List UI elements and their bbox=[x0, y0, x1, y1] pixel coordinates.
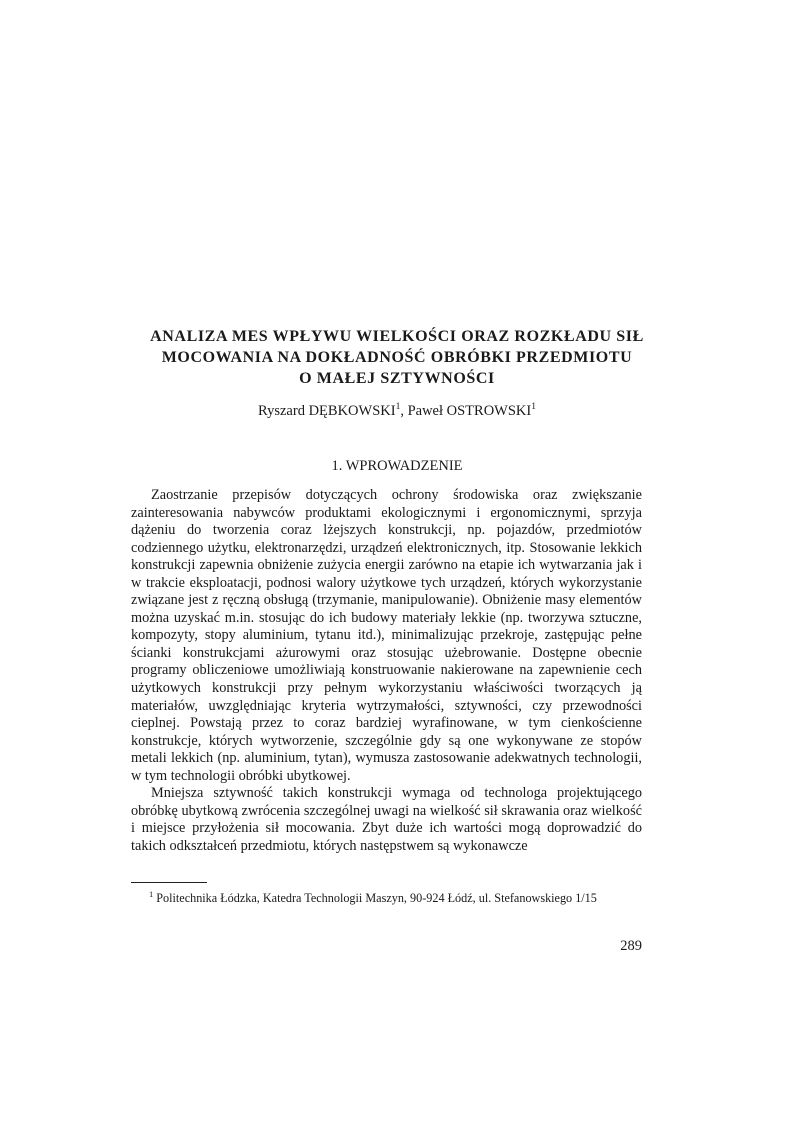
affiliation-mark: 1 bbox=[395, 402, 401, 412]
author-separator: , bbox=[400, 403, 408, 419]
paragraph: Zaostrzanie przepisów dotyczących ochrony środowiska oraz zwiększanie zainteresowania nabywców produktami ekologicznymi i ergonomicznymi, sprzyja dążeniu do tworzenia coraz lżejszych konstrukcji, np. pojazdów, przedmiotów codziennego użytku, elektronarzędzi, urządzeń elektronicznych, itp. Stosowanie lekkich konstrukcji zapewnia obniżenie zużycia energii zarówno na etapie ich wytwarzania jak i w trakcie eksploatacji, podnosi walory użytkowe tych urządzeń, których wykorzystanie związane jest z ręczną obsługą (trzymanie, manipulowanie). Obniżenie masy elementów można uzyskać m.in. stosując do ich budowy materiały lekkie (np. tworzywa sztuczne, kompozyty, stopy aluminium, tytanu itd.), minimalizując przekroje, zastępując pełne ścianki konstrukcjami ażurowymi oraz stosując użebrowanie. Dostępne obecnie programy obliczeniowe umożliwiają konstruowanie nakierowane na zapewnienie cech użytkowych konstrukcji przy pełnym wykorzystaniu właściwości tworzących ją materiałów, uwzględniając kryteria wytrzymałości, sztywności, czy przewodności cieplnej. Powstają przez to coraz bardziej wyrafinowane, w tym cienkościenne konstrukcje, których wytworzenie, szczególnie gdy są one wykonywane ze stopów metali lekkich (np. aluminium, tytan), wymusza zastosowanie adekwatnych technologii, w tym technologii obróbki ubytkowej. bbox=[131, 487, 642, 784]
footnote bbox=[149, 890, 649, 906]
page-number: 289 bbox=[620, 938, 642, 954]
body-text bbox=[131, 487, 642, 855]
author-name: Ryszard DĘBKOWSKI bbox=[258, 403, 396, 419]
title-line-1: ANALIZA MES WPŁYWU WIELKOŚCI ORAZ ROZKŁADU SIŁ bbox=[150, 328, 644, 345]
paper-title bbox=[120, 326, 674, 389]
footnote-divider bbox=[131, 882, 207, 883]
title-line-3: O MAŁEJ SZTYWNOŚCI bbox=[299, 370, 495, 387]
title-line-2: MOCOWANIA NA DOKŁADNOŚĆ OBRÓBKI PRZEDMIOTU bbox=[161, 349, 633, 366]
author-name: Paweł OSTROWSKI bbox=[407, 403, 532, 419]
paragraph: Mniejsza sztywność takich konstrukcji wymaga od technologa projektującego obróbkę ubytkową zwrócenia szczególnej uwagi na wielkość sił skrawania oraz wielkość i miejsce przyłożenia sił mocowania. Zbyt duże ich wartości mogą doprowadzić do takich odkształceń przedmiotu, których następstwem są wykonawcze bbox=[131, 785, 642, 854]
author-list bbox=[120, 402, 674, 420]
footnote-mark: 1 bbox=[149, 889, 154, 899]
footnote-text: Politechnika Łódzka, Katedra Technologii Maszyn, 90-924 Łódź, ul. Stefanowskiego 1/15 bbox=[156, 891, 597, 905]
affiliation-mark: 1 bbox=[531, 402, 536, 412]
section-heading: 1. WPROWADZENIE bbox=[331, 458, 463, 474]
